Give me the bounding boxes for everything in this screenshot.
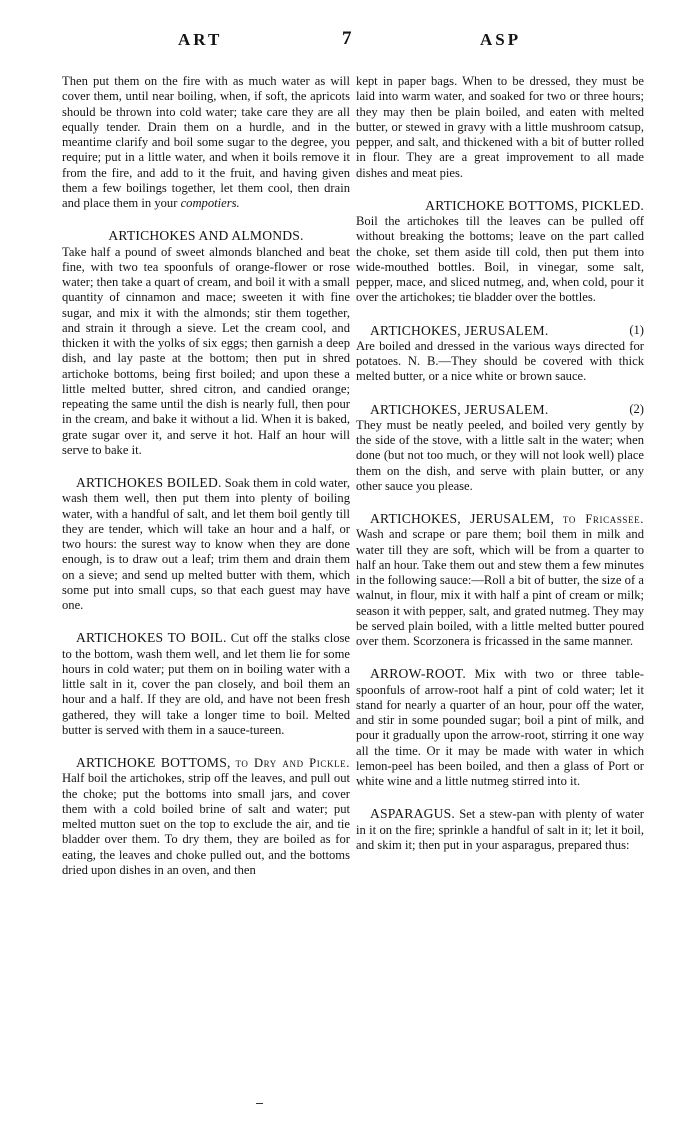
entry-body: Boil the artichokes till the leaves can be pulled off without breaking the bottoms; leave on the part called the choke, set them aside till cold, then put them into wide-mouthed bottles. Boil, in vinegar, some salt, pepper, mace, and sliced nutmeg, and, when cold, pour it over the artichokes; tie bladder over the bottles. — [356, 214, 644, 305]
entry-asparagus — [356, 806, 644, 853]
continued-paragraph — [62, 74, 350, 211]
entry-title: ARTICHOKE BOTTOMS, — [76, 755, 231, 770]
entry-artichoke-bottoms-pickled — [356, 198, 644, 306]
entry-artichokes-boiled — [62, 475, 350, 613]
entry-body: They must be neatly peeled, and boiled very gently by the side of the stove, with a little salt in the water; when done (but not too much, or they will not look well) place them on the dish, and serve with plain butter, or any other sauce you please. — [356, 417, 644, 493]
entry-subtitle: to Fricassee. — [562, 512, 644, 526]
entry-body: Mix with two or three table-spoonfuls of arrow-root half a pint of cold water; let it stand for nearly a quarter of an hour, pour off the water, and stir in some pounded sugar; boil a pint of milk, and pour it gradually upon the arrow-root, stirring it one way all the time. Or it may be made with water in which lemon-peel has been boiled, and then a glass of Port or white wine and a little nutmeg stirred into it. — [356, 667, 644, 788]
entry-artichokes-to-boil — [62, 630, 350, 738]
entry-body: Are boiled and dressed in the various ways directed for potatoes. N. B.—They should be covered with thick melted butter, or a nice white or brown sauce. — [356, 338, 644, 384]
running-head-left: ART — [178, 30, 223, 49]
entry-number: (2) — [629, 401, 644, 416]
page-header — [0, 30, 700, 58]
entry-body: Wash and scrape or pare them; boil them in milk and water till they are soft, which will be from a quarter to half an hour. Take them out and stew them a few minutes in the following sauce:—Roll a bit of butter, the size of a walnut, in flour, mix it with half a pint of cream or milk; season it with pepper, salt, and grated nutmeg. They may be served plain boiled, with a little melted butter poured over them. Scorzonera is fricassed in the same manner. — [356, 527, 644, 648]
left-column — [62, 74, 350, 878]
continued-text: Then put them on the fire with as much water as will cover them, until near boiling, when, if soft, the apricots should be thrown into cold water; take care they are all equally tender. Drain them on a hurdle, and in the meantime clarify and boil some sugar to the degree, you require; put in a little water, and when it boils remove it from the fire, and add to it the fruit, and having given them a few boilings together, let them cool, then drain and place them in your — [62, 74, 350, 210]
footer-mark — [256, 1103, 263, 1104]
continued-paragraph: kept in paper bags. When to be dressed, they must be laid into warm water, and soaked for two or three hours; they may then be plain boiled, and eaten with melted butter, or stewed in gravy with a little mushroom catsup, pepper, and salt, and thickened with a bit of butter rolled in flour. They are a great improvement to all made dishes and meat pies. — [356, 74, 644, 180]
entry-title: ARTICHOKES BOILED. — [76, 475, 222, 490]
entry-number: (1) — [629, 322, 644, 337]
entry-title: ASPARAGUS. — [370, 806, 455, 822]
entry-artichoke-bottoms-dry — [62, 755, 350, 878]
entry-body: Soak them in cold water, wash them well, then put them into plenty of boiling water, with a handful of salt, and let them boil gently till they are tender, which will take an hour and a half, or two hours: the surest way to know when they are done enough, is to draw out a leaf; trim them and drain them on a sieve; and send up melted butter with them, which some put into small cups, so that each guest may have one. — [62, 476, 350, 612]
entry-body: Half boil the artichokes, strip off the leaves, and pull out the choke; put the bottoms into small jars, and cover them with a cold boiled brine of salt and water; put melted mutton suet on the top to exclude the air, and tie bladder over them. To dry them, they are boiled as for eating, the leaves and choke pulled out, and the bottoms dried upon dishes in an oven, and then — [62, 771, 350, 877]
entry-title: ARROW-ROOT. — [370, 666, 466, 682]
entry-title: ARTICHOKES, JERUSALEM, — [370, 511, 555, 526]
entry-title: ARTICHOKE BOTTOMS, PICKLED. — [425, 197, 644, 213]
entry-jerusalem-fricassee — [356, 511, 644, 649]
running-head-right: ASP — [480, 30, 522, 49]
entry-jerusalem-1 — [356, 323, 644, 385]
entry-artichokes-and-almonds — [62, 228, 350, 458]
page-number: 7 — [342, 28, 352, 49]
entry-title: ARTICHOKES TO BOIL. — [76, 630, 227, 646]
entry-body: Set a stew-pan with plenty of water in it on the fire; sprinkle a handful of salt in it; let it boil, and skim it; then put in your asparagus, prepared thus: — [356, 807, 644, 852]
right-column — [356, 74, 644, 853]
entry-title: ARTICHOKES, JERUSALEM. — [370, 322, 549, 338]
entry-arrow-root — [356, 666, 644, 789]
entry-subtitle: to Dry and Pickle. — [235, 756, 351, 770]
entry-jerusalem-2 — [356, 402, 644, 495]
continued-italic: compotiers. — [180, 196, 240, 210]
entry-title: ARTICHOKES, JERUSALEM. — [370, 401, 549, 417]
entry-body: Cut off the stalks close to the bottom, wash them well, and let them lie for some hours in cold water; put them on in boiling water with a little salt in it, cover the pan closely, and boil them an hour and a half. If they are old, and have not been fresh gathered, they will take a longer time to boil. Melted butter is served with them in a sauce-tureen. — [62, 631, 350, 737]
entry-title: ARTICHOKES AND ALMONDS. — [108, 228, 304, 244]
entry-body: Take half a pound of sweet almonds blanched and beat fine, with two tea spoonfuls of orange-flower or rose water; then take a quart of cream, and boil it with a small quantity of cinnamon and mace; sweeten it with fine sugar, and mix it with the almonds; stir them together, and strain it through a sieve. Let the cream cool, and thicken it with the yolks of six eggs; then garnish a deep dish, and lay paste at the bottom; then put in shred artichoke bottoms, being first boiled; and upon these a little melted butter, shred citron, and candied orange; repeating the same until the dish is nearly full, then pour in the cream, and bake it without a lid. When it is baked, grate sugar over it, and serve it hot. Half an hour will serve to bake it. — [62, 244, 350, 457]
